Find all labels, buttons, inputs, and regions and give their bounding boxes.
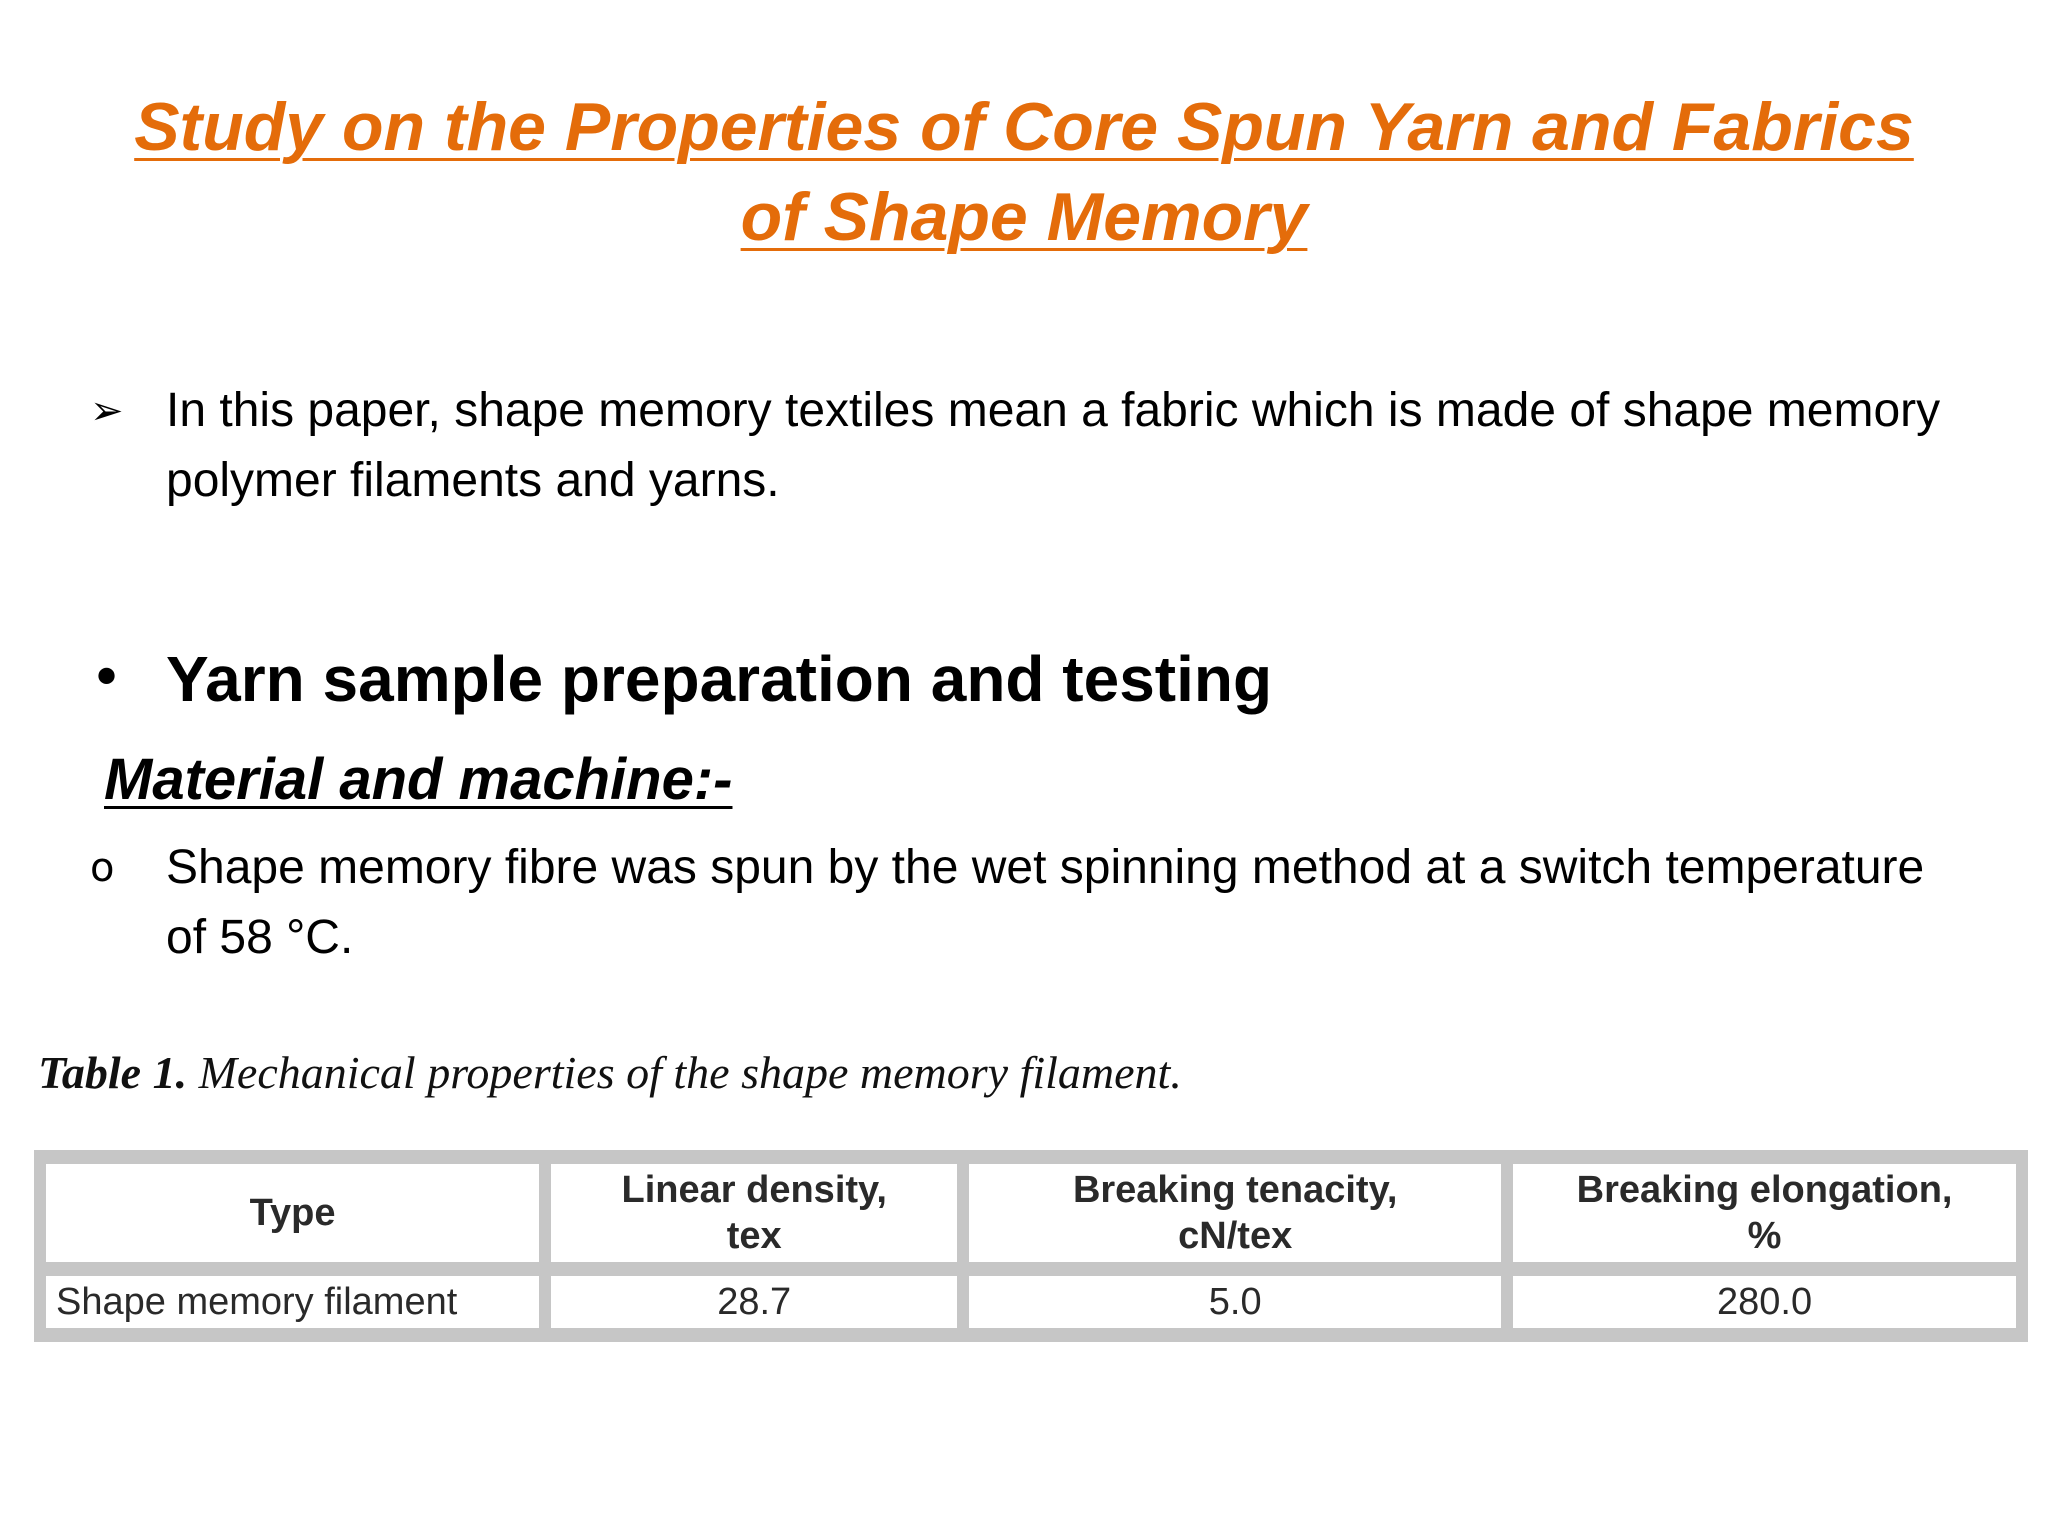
cell-breaking-elongation: 280.0: [1513, 1276, 2016, 1328]
section-bullet: [90, 636, 1272, 722]
cell-breaking-tenacity: 5.0: [969, 1276, 1501, 1328]
table-row: [46, 1276, 2016, 1328]
dot-bullet-icon: •: [90, 646, 124, 711]
header-breaking-tenacity: Breaking tenacity, cN/tex: [969, 1164, 1501, 1262]
header-type: Type: [46, 1164, 539, 1262]
header-linear-density: Linear density, tex: [551, 1164, 957, 1262]
arrow-bullet-icon: ➢: [90, 388, 124, 434]
table-caption-text: Mechanical properties of the shape memory filament.: [198, 1047, 1182, 1098]
circle-bullet-icon: o: [90, 845, 115, 891]
intro-text: In this paper, shape memory textiles mean a fabric which is made of shape memory polymer filaments and yarns.: [166, 384, 1941, 507]
slide-title: Study on the Properties of Core Spun Yarn and Fabrics of Shape Memory: [134, 89, 1914, 255]
detail-text: Shape memory fibre was spun by the wet spinning method at a switch temperature of 58 °C.: [166, 841, 1925, 964]
material-subheading: Material and machine:-: [104, 747, 733, 812]
table-caption: [38, 1042, 1182, 1104]
section-heading: Yarn sample preparation and testing: [166, 643, 1273, 715]
cell-linear-density: 28.7: [551, 1276, 957, 1328]
properties-table: [34, 1150, 2028, 1342]
intro-bullet: [90, 376, 1960, 516]
header-breaking-elongation: Breaking elongation, %: [1513, 1164, 2016, 1262]
detail-bullet: [90, 833, 1960, 973]
cell-type: Shape memory filament: [46, 1276, 539, 1328]
table-header-row: [46, 1164, 2016, 1262]
table-caption-label: Table 1.: [38, 1047, 188, 1098]
